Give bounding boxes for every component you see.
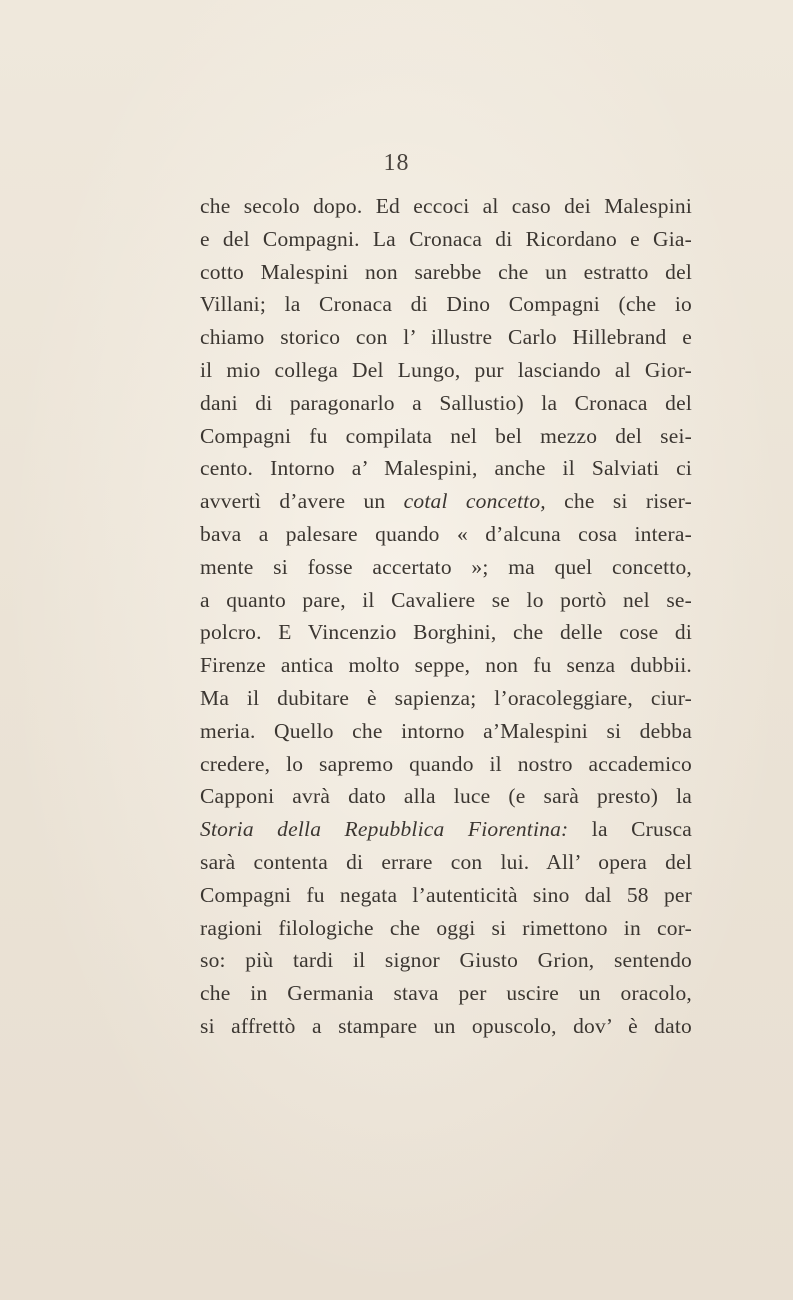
italic-text: cotal concetto, — [403, 489, 546, 514]
text-line — [200, 912, 692, 945]
text-line — [200, 223, 692, 256]
text-line — [200, 649, 692, 682]
text-line — [200, 190, 692, 223]
text-segment: Villani; la Cronaca di Dino Compagni (che io — [200, 292, 692, 317]
text-segment: che in Germania stava per uscire un oracolo, — [200, 981, 692, 1006]
text-segment: la Crusca — [568, 817, 693, 842]
text-segment: e del Compagni. La Cronaca di Ricordano e Gia- — [200, 226, 692, 251]
text-segment: Firenze antica molto seppe, non fu senza dubbii. — [200, 653, 692, 678]
text-line — [200, 616, 692, 649]
text-line — [200, 1010, 692, 1043]
text-line — [200, 879, 692, 912]
text-segment: che si riser- — [545, 489, 692, 514]
text-segment: avvertì d’avere un — [200, 489, 404, 514]
text-line — [200, 387, 692, 420]
text-segment: che secolo dopo. Ed eccoci al caso dei Malespini — [200, 194, 692, 218]
text-segment: Compagni fu negata l’autenticità sino dal 58 per — [200, 882, 692, 907]
page-number: 18 — [383, 150, 410, 176]
text-segment: Compagni fu compilata nel bel mezzo del sei- — [200, 423, 692, 448]
text-line — [200, 977, 692, 1010]
text-line — [200, 813, 692, 846]
text-segment: chiamo storico con l’ illustre Carlo Hillebrand e — [200, 325, 692, 350]
text-line — [200, 452, 692, 485]
text-segment: Capponi avrà dato alla luce (e sarà presto) la — [200, 784, 692, 809]
text-segment: so: più tardi il signor Giusto Grion, sentendo — [200, 948, 692, 973]
text-segment: mente si fosse accertato »; ma quel concetto, — [200, 554, 692, 579]
italic-text: Storia della Repubblica Fiorentina: — [200, 817, 569, 842]
text-line — [200, 748, 692, 781]
text-line — [200, 354, 692, 387]
text-line — [200, 715, 692, 748]
text-segment: bava a palesare quando « d’alcuna cosa intera- — [200, 521, 692, 546]
text-line — [200, 288, 692, 321]
text-segment: credere, lo sapremo quando il nostro accademico — [200, 751, 692, 776]
text-line — [200, 420, 692, 453]
text-segment: si affrettò a stampare un opuscolo, dov’ è dato — [200, 1013, 692, 1038]
text-segment: meria. Quello che intorno a’Malespini si debba — [200, 718, 692, 743]
text-segment: polcro. E Vincenzio Borghini, che delle cose di — [200, 620, 692, 645]
text-segment: cento. Intorno a’ Malespini, anche il Salviati ci — [200, 456, 692, 481]
text-line — [200, 780, 692, 813]
text-segment: a quanto pare, il Cavaliere se lo portò nel se- — [200, 587, 692, 612]
text-line — [200, 551, 692, 584]
text-line — [200, 485, 692, 518]
text-line — [200, 584, 692, 617]
text-segment: dani di paragonarlo a Sallustio) la Cronaca del — [200, 390, 692, 415]
body-text — [200, 190, 692, 1043]
text-line — [200, 944, 692, 977]
text-segment: Ma il dubitare è sapienza; l’oracoleggiare, ciur- — [200, 685, 692, 710]
text-line — [200, 518, 692, 551]
text-line — [200, 846, 692, 879]
text-segment: cotto Malespini non sarebbe che un estratto del — [200, 259, 692, 284]
text-segment: sarà contenta di errare con lui. All’ opera del — [200, 849, 692, 874]
text-segment: ragioni filologiche che oggi si rimettono in cor- — [200, 915, 692, 940]
text-line — [200, 321, 692, 354]
text-line — [200, 256, 692, 289]
text-line — [200, 682, 692, 715]
text-segment: il mio collega Del Lungo, pur lasciando al Gior- — [200, 357, 692, 382]
